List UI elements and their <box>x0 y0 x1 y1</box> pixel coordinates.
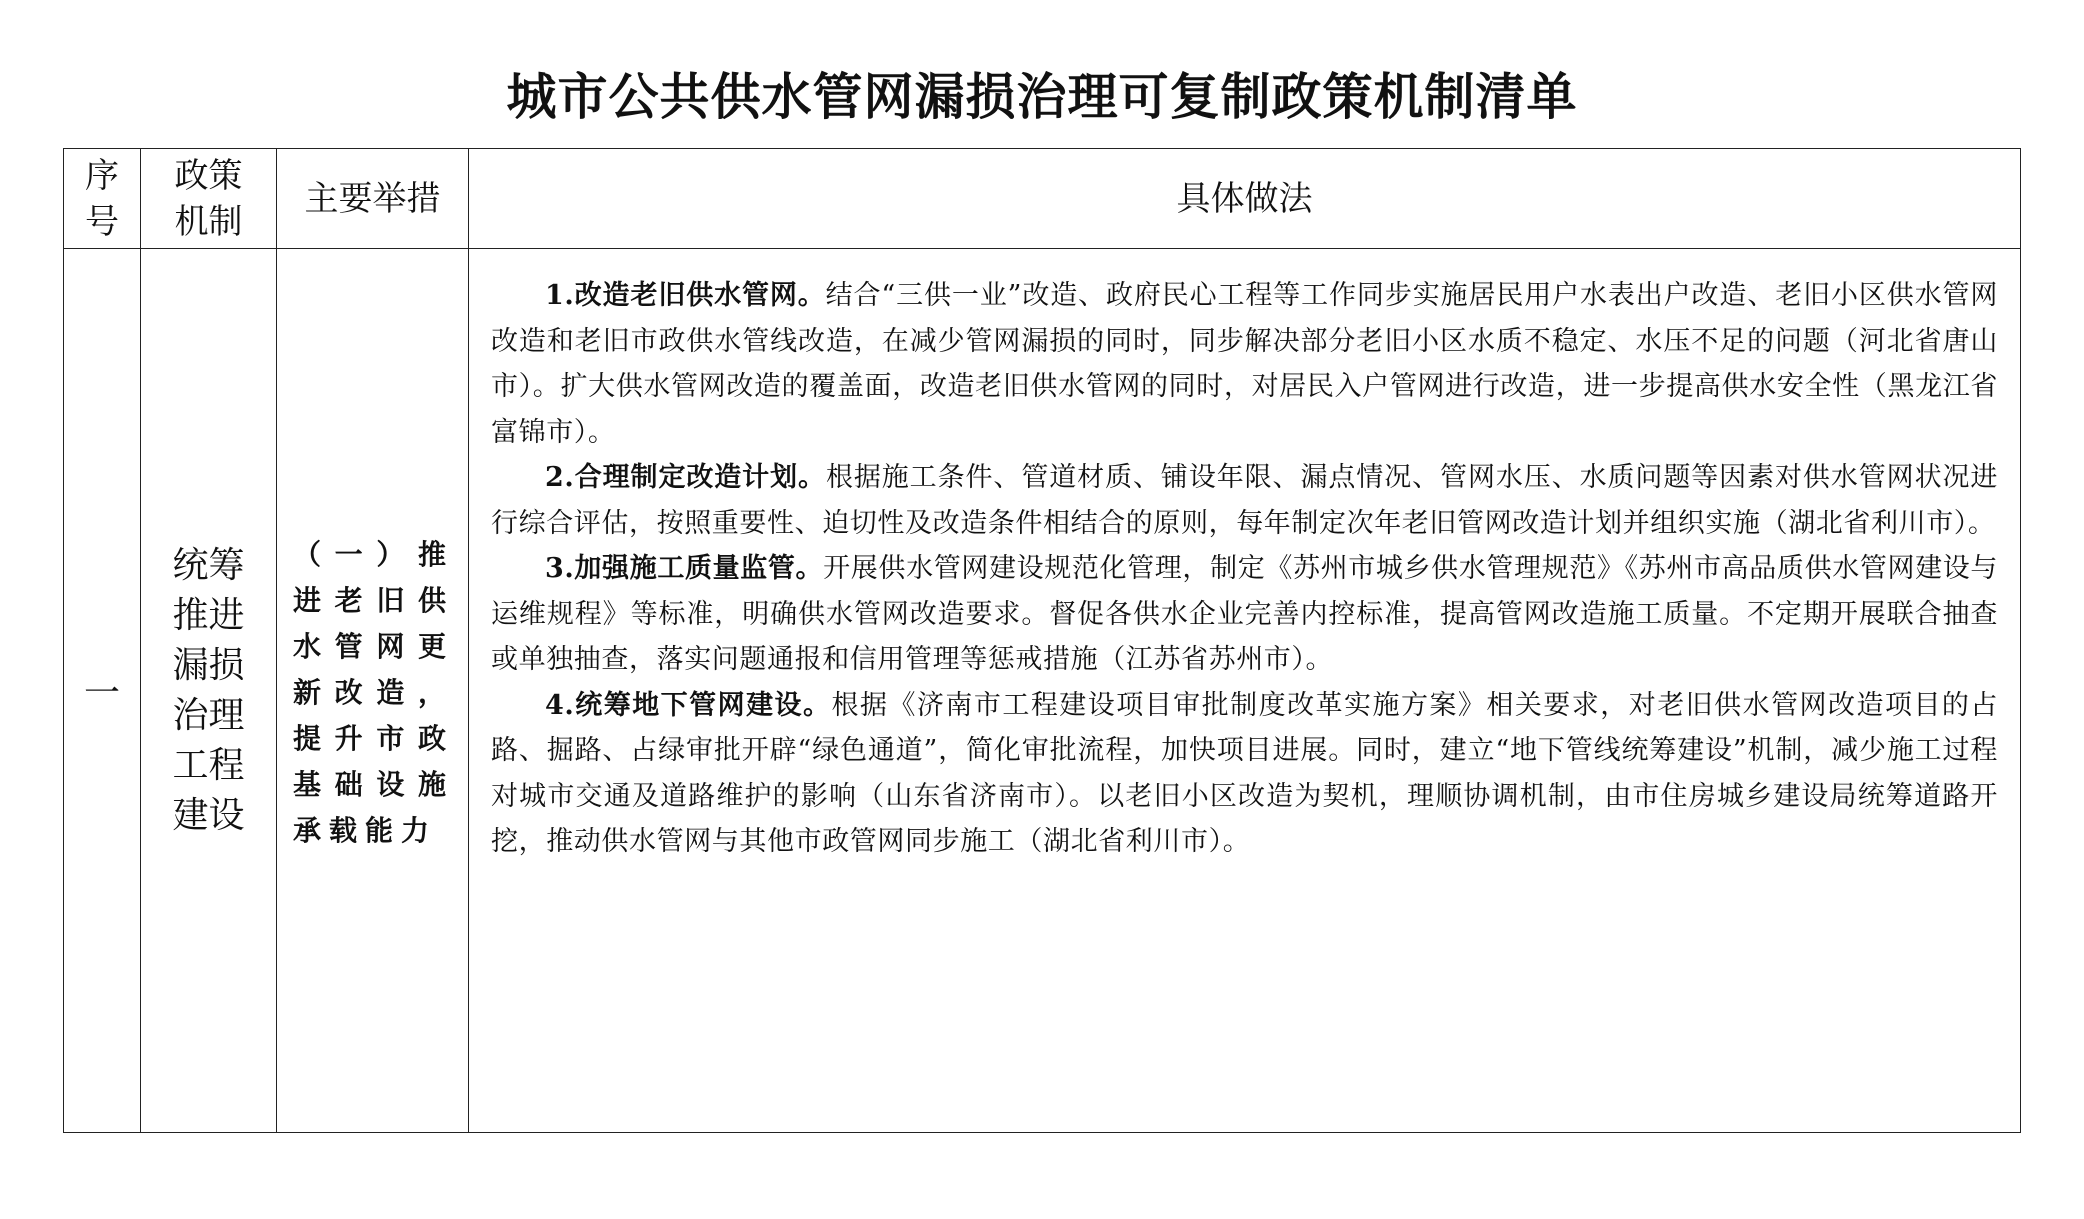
mechanism-line: 建设 <box>172 794 245 836</box>
row-seq: 一 <box>64 249 141 1133</box>
detail-text: 结合“三供一业”改造、政府民心工程等工作同步实施居民用户水表出户改造、老旧小区供水管网改造和老旧市政供水管线改造，在减少管网漏损的同时，同步解决部分老旧小区水质不稳定、水压不足的问题（河北省唐山市）。扩大供水管网改造的覆盖面，改造老旧供水管网的同时，对居民入户管网进行改造，进一步提高供水安全性（黑龙江省富锦市）。 <box>491 280 1998 448</box>
detail-text: 开展供水管网建设规范化管理，制定《苏州市城乡供水管理规范》《苏州市高品质供水管网建设与运维规程》等标准，明确供水管网改造要求。督促各供水企业完善内控标准，提高管网改造施工质量。不定期开展联合抽查或单独抽查，落实问题通报和信用管理等惩戒措施（江苏省苏州市）。 <box>491 553 1998 675</box>
table-row <box>64 249 2021 1133</box>
detail-lead: 3.加强施工质量监管。 <box>545 553 824 584</box>
detail-lead: 1.改造老旧供水管网。 <box>545 280 826 311</box>
mechanism-line: 工程 <box>172 744 245 786</box>
header-mechanism-line1: 政策 <box>174 155 243 196</box>
row-measure <box>277 249 469 1133</box>
detail-lead: 4.统筹地下管网建设。 <box>545 689 832 721</box>
document-title: 城市公共供水管网漏损治理可复制政策机制清单 <box>506 67 1578 126</box>
table-header-row <box>64 149 2021 249</box>
header-seq-line1: 序 <box>85 155 119 196</box>
policy-table <box>63 148 2021 1133</box>
header-detail: 具体做法 <box>469 149 2021 249</box>
row-mechanism <box>141 249 277 1133</box>
detail-paragraph-2 <box>491 455 1998 546</box>
detail-paragraph-1 <box>491 273 1998 455</box>
mechanism-line: 统筹 <box>172 544 245 586</box>
header-seq <box>64 149 141 249</box>
header-measure: 主要举措 <box>277 149 469 249</box>
row-detail <box>469 249 2021 1133</box>
header-seq-line2: 号 <box>85 201 119 242</box>
mechanism-line: 治理 <box>172 694 245 736</box>
detail-text: 根据施工条件、管道材质、铺设年限、漏点情况、管网水压、水质问题等因素对供水管网状况进行综合评估，按照重要性、迫切性及改造条件相结合的原则，每年制定次年老旧管网改造计划并组织实施（湖北省利川市）。 <box>491 462 1998 539</box>
detail-paragraph-4 <box>491 683 1998 865</box>
header-mechanism-line2: 机制 <box>174 201 243 242</box>
detail-paragraph-3 <box>491 546 1998 683</box>
detail-text: 根据《济南市工程建设项目审批制度改革实施方案》相关要求，对老旧供水管网改造项目的占路、掘路、占绿审批开辟“绿色通道”，简化审批流程，加快项目进展。同时，建立“地下管线统筹建设”机制，减少施工过程对城市交通及道路维护的影响（山东省济南市）。以老旧小区改造为契机，理顺协调机制，由市住房城乡建设局统筹道路开挖，推动供水管网与其他市政管网同步施工（湖北省利川市）。 <box>491 689 1998 857</box>
measure-text: （一）推进老旧供水管网更新改造，提升市政基础设施承载能力 <box>293 537 454 847</box>
detail-lead: 2.合理制定改造计划。 <box>545 462 826 493</box>
mechanism-line: 漏损 <box>172 644 245 686</box>
header-mechanism <box>141 149 277 249</box>
mechanism-line: 推进 <box>172 594 245 636</box>
